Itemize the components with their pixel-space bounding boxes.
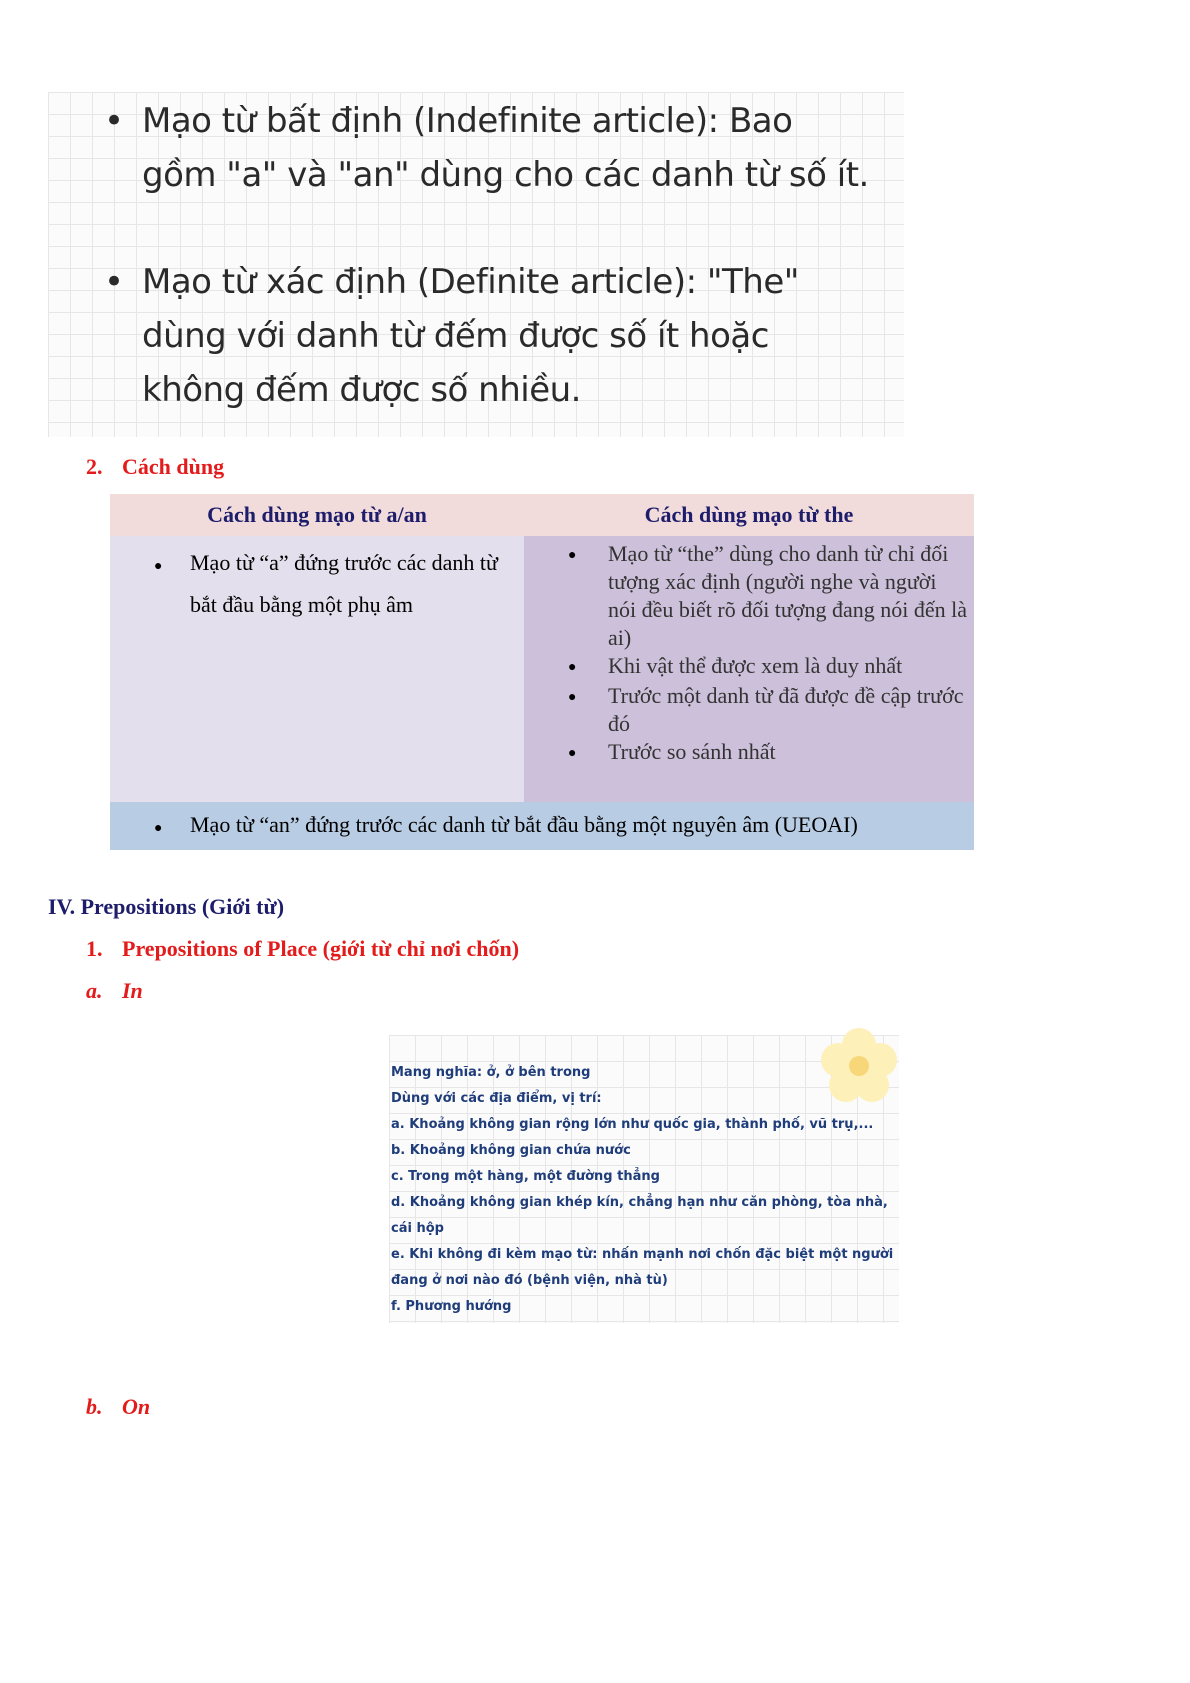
the-usage-list	[568, 540, 968, 768]
section-4-heading: IV. Prepositions (Giới từ)	[48, 894, 285, 919]
in-line: b. Khoảng không gian chứa nước	[391, 1143, 631, 1158]
bullet-line: Mạo từ bất định (Indefinite article): Bao	[142, 101, 793, 141]
bullet-dot: ●	[154, 821, 163, 836]
bullet-dot: ●	[568, 548, 577, 563]
list-item	[568, 682, 968, 738]
table-cell-the	[524, 536, 974, 802]
section-title: Cách dùng	[122, 454, 225, 479]
table-cell-a-an	[110, 536, 524, 802]
subsection-title: Prepositions of Place (giới từ chỉ nơi chốn)	[122, 936, 520, 961]
bullet-line: Mạo từ xác định (Definite article): "The"	[142, 262, 799, 302]
in-line: e. Khi không đi kèm mạo từ: nhấn mạnh nơi chốn đặc biệt một người	[391, 1247, 894, 1262]
bullet-dot: •	[104, 101, 124, 141]
articles-image	[48, 92, 904, 437]
bullet-dot: ●	[568, 746, 577, 761]
bullet-line: gồm "a" và "an" dùng cho các danh từ số ít.	[142, 155, 869, 195]
list-item-text: Khi vật thể được xem là duy nhất	[608, 653, 903, 678]
subsection-letter: b.	[86, 1394, 103, 1419]
in-line: Mang nghĩa: ở, ở bên trong	[391, 1065, 591, 1080]
section-number: 2.	[86, 454, 103, 479]
list-item-text: Trước so sánh nhất	[608, 739, 776, 764]
in-line: c. Trong một hàng, một đường thẳng	[391, 1169, 660, 1184]
subsection-number: 1.	[86, 936, 103, 961]
bullet-line: không đếm được số nhiều.	[142, 370, 581, 410]
in-line: đang ở nơi nào đó (bệnh viện, nhà tù)	[391, 1273, 668, 1288]
flower-icon	[819, 1027, 899, 1107]
in-line: f. Phương hướng	[391, 1299, 512, 1314]
subsection-title: On	[122, 1394, 151, 1419]
in-line: cái hộp	[391, 1221, 444, 1236]
bullet-dot: ●	[568, 660, 577, 675]
list-item	[568, 540, 968, 652]
bullet-line: dùng với danh từ đếm được số ít hoặc	[142, 316, 769, 356]
subsection-1-heading	[86, 936, 519, 962]
in-line: a. Khoảng không gian rộng lớn như quốc gia, thành phố, vũ trụ,...	[391, 1117, 874, 1132]
subsection-b-heading	[86, 1394, 150, 1420]
list-item-text: Mạo từ “a” đứng trước các danh từ bắt đầu bằng một phụ âm	[190, 550, 498, 617]
list-item	[568, 738, 968, 768]
subsection-letter: a.	[86, 978, 103, 1003]
bullet-dot: ●	[154, 559, 163, 574]
in-preposition-image	[389, 1035, 899, 1323]
bullet-dot: ●	[568, 690, 577, 705]
usage-table	[110, 494, 974, 850]
list-item	[568, 652, 968, 682]
indefinite-article-bullet	[104, 94, 884, 202]
table-header-the: Cách dùng mạo từ the	[524, 494, 974, 536]
list-item-text: Mạo từ “the” dùng cho danh từ chỉ đối tượng xác định (người nghe và người nói đều biết rõ đối tượng đang nói đến là ai)	[608, 541, 967, 650]
bullet-dot: •	[104, 262, 124, 302]
table-cell-an	[110, 802, 974, 850]
subsection-a-heading	[86, 978, 143, 1004]
in-line: d. Khoảng không gian khép kín, chẳng hạn như căn phòng, tòa nhà,	[391, 1195, 888, 1210]
section-2-heading	[86, 454, 224, 480]
list-item-text: Trước một danh từ đã được đề cập trước đó	[608, 683, 964, 736]
table-header-a-an: Cách dùng mạo từ a/an	[110, 494, 524, 536]
list-item	[154, 810, 858, 844]
definite-article-bullet	[104, 255, 884, 417]
in-line: Dùng với các địa điểm, vị trí:	[391, 1091, 602, 1106]
list-item	[154, 542, 514, 626]
subsection-title: In	[122, 978, 143, 1003]
list-item-text: Mạo từ “an” đứng trước các danh từ bắt đầu bằng một nguyên âm (UEOAI)	[190, 812, 858, 837]
